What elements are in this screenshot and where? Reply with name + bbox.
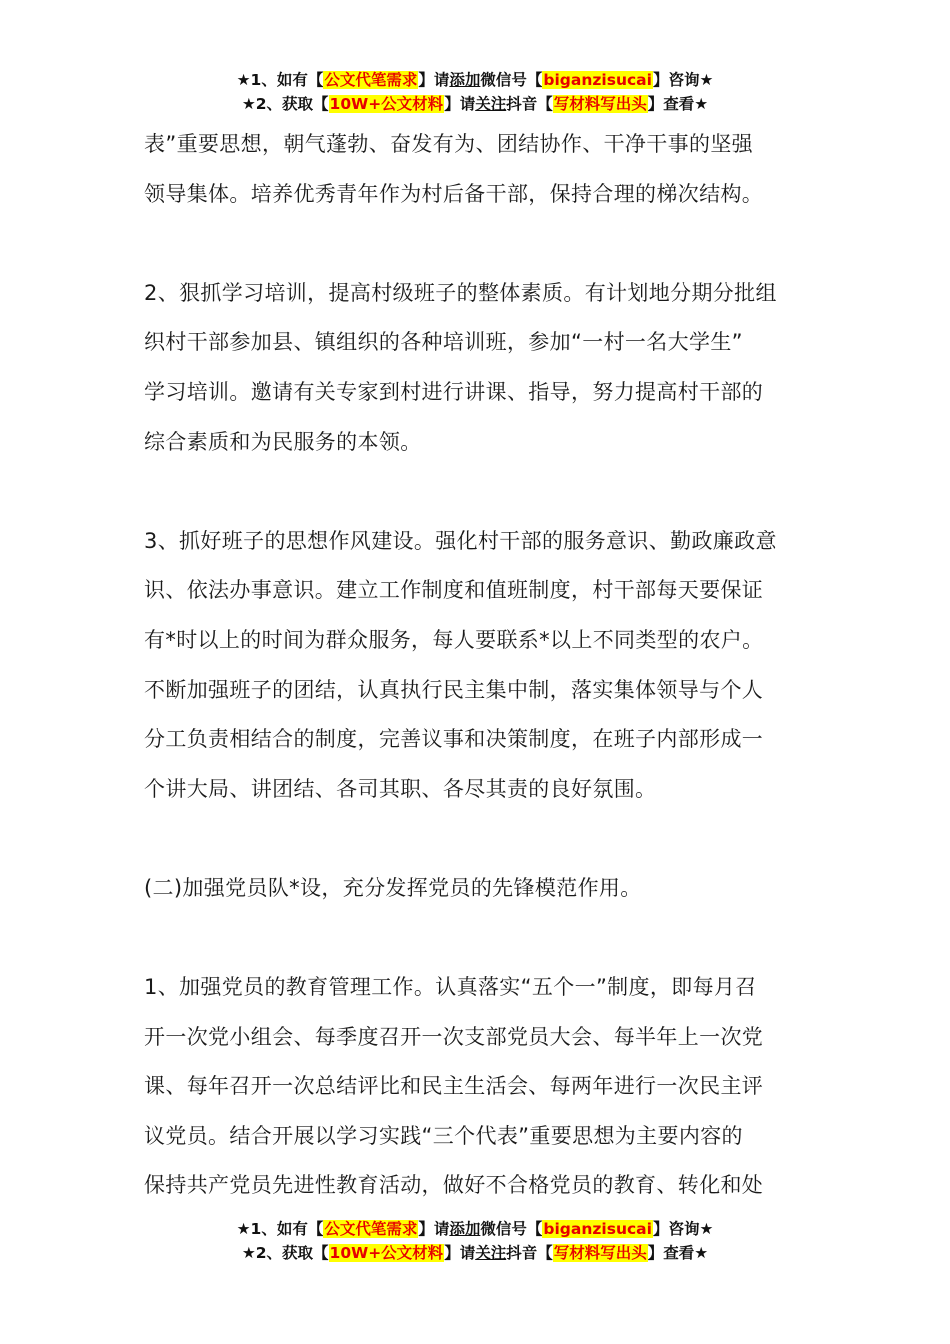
text-line: 织村干部参加县、镇组织的各种培训班，参加“一村一名大学生” [144, 330, 743, 355]
notice-text: ★2、获取【 [241, 1244, 329, 1262]
text-line: (二)加强党员队*设，充分发挥党员的先锋模范作用。 [144, 875, 642, 900]
header-notice-banner [0, 68, 950, 116]
notice-text: 抖音【 [506, 95, 553, 113]
text-line: 2、狠抓学习培训，提高村级班子的整体素质。有计划地分期分批组 [144, 280, 777, 305]
notice-text: 】咨询★ [652, 71, 714, 89]
paragraph-gap [144, 467, 808, 517]
underlined-text: 关注 [475, 95, 507, 113]
notice-line-2 [0, 92, 950, 116]
notice-text: 】咨询★ [652, 1220, 714, 1238]
highlight-text: 公文代笔需求 [324, 71, 418, 89]
highlight-text: 写材料写出头 [553, 95, 647, 113]
text-line: 3、抓好班子的思想作风建设。强化村干部的服务意识、勤政廉政意 [144, 528, 777, 553]
highlight-text: 写材料写出头 [553, 1244, 647, 1262]
highlight-text: 10W+公文材料 [329, 95, 444, 113]
paragraph-gap [144, 219, 808, 269]
notice-text: 微信号【 [480, 1220, 543, 1238]
notice-text: 抖音【 [506, 1244, 553, 1262]
notice-text: 】请 [418, 1220, 450, 1238]
highlight-text: 公文代笔需求 [324, 1220, 418, 1238]
notice-text: 】请 [418, 71, 450, 89]
notice-line-1 [0, 68, 950, 92]
underlined-text: 关注 [475, 1244, 507, 1262]
notice-line-2 [0, 1241, 950, 1265]
paragraph-gap [144, 914, 808, 964]
paragraph-gap [144, 814, 808, 864]
notice-text: ★2、获取【 [241, 95, 329, 113]
text-line: 1、加强党员的教育管理工作。认真落实“五个一”制度，即每月召 [144, 975, 757, 1000]
text-line: 领导集体。培养优秀青年作为村后备干部，保持合理的梯次结构。 [144, 181, 764, 206]
text-line: 课、每年召开一次总结评比和民主生活会、每两年进行一次民主评 [144, 1074, 764, 1099]
text-line: 综合素质和为民服务的本领。 [144, 429, 422, 454]
text-line: 议党员。结合开展以学习实践“三个代表”重要思想为主要内容的 [144, 1123, 743, 1148]
text-line: 学习培训。邀请有关专家到村进行讲课、指导，努力提高村干部的 [144, 379, 764, 404]
notice-line-1 [0, 1217, 950, 1241]
underlined-text: 添加 [449, 1220, 481, 1238]
notice-text: ★1、如有【 [236, 71, 324, 89]
underlined-text: 添加 [449, 71, 481, 89]
document-body [144, 120, 808, 1211]
notice-text: 】查看★ [647, 95, 709, 113]
notice-text: ★1、如有【 [236, 1220, 324, 1238]
notice-text: 】查看★ [647, 1244, 709, 1262]
notice-text: 微信号【 [480, 71, 543, 89]
text-line: 个讲大局、讲团结、各司其职、各尽其责的良好氛围。 [144, 776, 657, 801]
text-line: 分工负责相结合的制度，完善议事和决策制度，在班子内部形成一 [144, 727, 764, 752]
text-line: 有*时以上的时间为群众服务，每人要联系*以上不同类型的农户。 [144, 627, 764, 652]
text-line: 识、依法办事意识。建立工作制度和值班制度，村干部每天要保证 [144, 578, 764, 603]
notice-text: 】请 [444, 1244, 476, 1262]
notice-text: 】请 [444, 95, 476, 113]
highlight-text: 10W+公文材料 [329, 1244, 444, 1262]
footer-notice-banner [0, 1217, 950, 1265]
text-line: 开一次党小组会、每季度召开一次支部党员大会、每半年上一次党 [144, 1024, 764, 1049]
highlight-text: biganzisucai [543, 1220, 652, 1238]
text-line: 表”重要思想，朝气蓬勃、奋发有为、团结协作、干净干事的坚强 [144, 132, 754, 156]
highlight-text: biganzisucai [543, 71, 652, 89]
text-line: 保持共产党员先进性教育活动，做好不合格党员的教育、转化和处 [144, 1173, 764, 1198]
text-line: 不断加强班子的团结，认真执行民主集中制，落实集体领导与个人 [144, 677, 764, 702]
